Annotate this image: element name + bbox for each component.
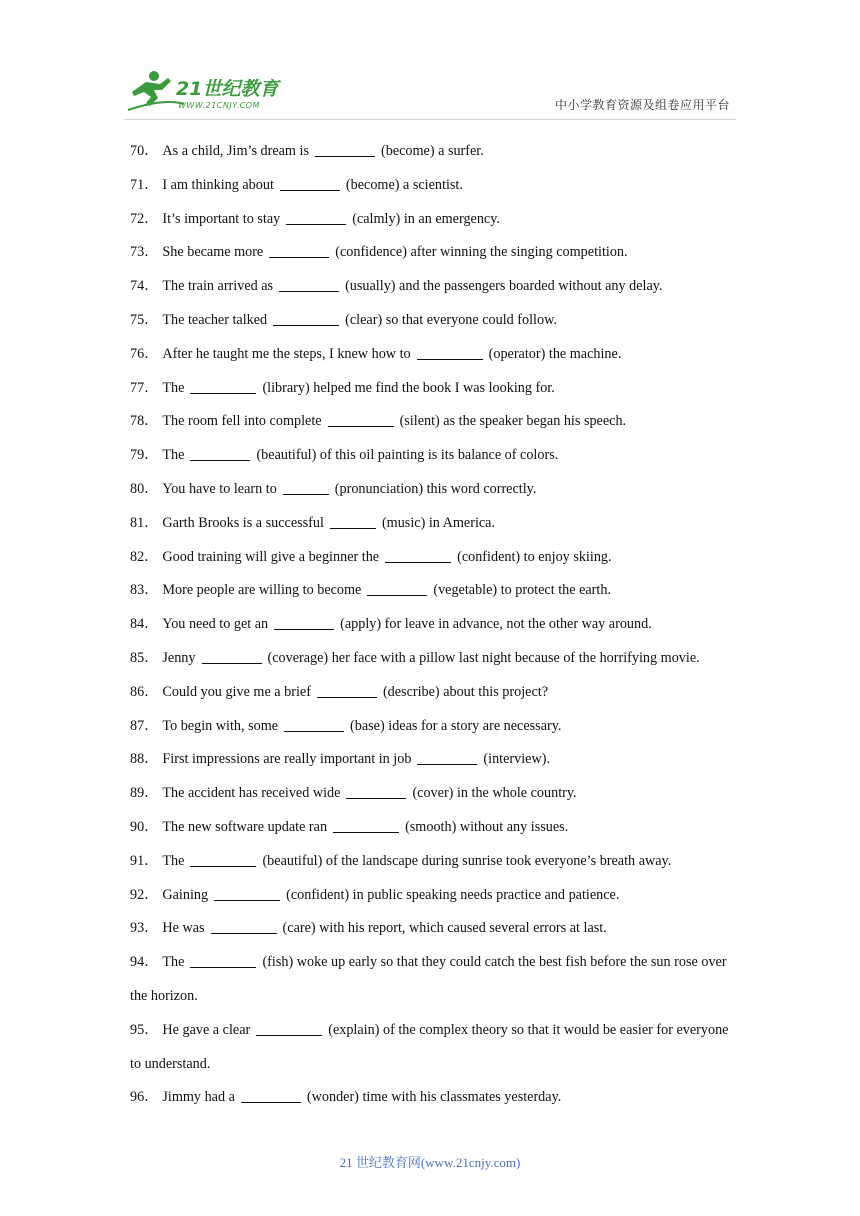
question-item [130,710,740,744]
question-item [130,338,740,372]
question-number: 72． [130,210,159,227]
question-item [130,405,740,439]
question-text-after: (vegetable) to protect the earth. [433,582,611,599]
question-text-before: To begin with, some [162,717,279,734]
question-item [130,743,740,777]
question-number: 70． [130,143,159,159]
question-text-after: (become) a scientist. [345,176,463,193]
answer-blank[interactable] [328,412,394,427]
question-item [130,236,740,270]
question-number: 96． [130,1089,159,1106]
question-number: 90． [130,818,159,835]
answer-blank[interactable] [284,717,344,732]
answer-blank[interactable] [279,277,339,292]
question-item [130,473,740,507]
question-text-after: (apply) for leave in advance, not the other way around. [340,616,652,633]
question-text-before: Garth Brooks is a successful [162,514,324,531]
question-text-before: You need to get an [162,616,269,633]
question-item [130,946,740,1014]
question-text-after: (beautiful) of the landscape during sunrise took everyone’s breath away. [262,852,672,869]
answer-blank[interactable] [417,750,477,765]
question-text-before: I am thinking about [162,176,274,193]
answer-blank[interactable] [273,311,339,326]
question-number: 85． [130,649,159,666]
question-item [130,541,740,575]
question-text-after: (beautiful) of this oil painting is its balance of colors. [256,447,559,464]
question-item [130,1014,740,1082]
question-number: 91． [130,852,159,869]
question-number: 77． [130,379,159,396]
question-number: 86． [130,683,159,700]
answer-blank[interactable] [333,818,399,833]
answer-blank[interactable] [346,784,406,799]
question-text-before: The teacher talked [162,311,268,328]
question-text-after: (library) helped me find the book I was looking for. [262,379,555,396]
question-number: 88． [130,751,159,768]
answer-blank[interactable] [274,615,334,630]
question-number: 79． [130,447,159,464]
answer-blank[interactable] [269,243,329,258]
answer-blank[interactable] [190,953,256,968]
question-text-after: (clear) so that everyone could follow. [345,311,557,328]
question-list [130,135,740,1115]
question-number: 92． [130,886,159,903]
question-text-after: (explain) of the complex theory so that it would be easier for everyone to understand. [130,1021,729,1072]
question-item [130,507,740,541]
question-item [130,203,740,237]
question-text-before: More people are willing to become [162,582,362,599]
question-item [130,270,740,304]
page-footer: 21 世纪教育网(www.21cnjy.com) [339,1155,521,1170]
question-text-after: (coverage) her face with a pillow last night because of the horrifying movie. [267,649,700,666]
question-text-before: The accident has received wide [162,785,341,802]
question-number: 78． [130,413,159,430]
question-text-before: He was [162,920,205,937]
question-number: 74． [130,278,159,295]
answer-blank[interactable] [190,852,256,867]
question-text-after: (usually) and the passengers boarded without any delay. [345,278,663,295]
question-number: 95． [130,1021,159,1038]
question-text-before: The train arrived as [162,278,274,295]
answer-blank[interactable] [211,919,277,934]
logo-url: WWW.21CNJY.COM [178,101,260,110]
question-text-before: Could you give me a brief [162,683,311,700]
question-text-before: The [162,954,185,971]
question-number: 81． [130,514,159,531]
question-text-before: The new software update ran [162,818,328,835]
answer-blank[interactable] [214,886,280,901]
question-text-after: (confidence) after winning the singing competition. [335,244,628,261]
question-text-after: (describe) about this project? [382,683,548,700]
question-text-after: (wonder) time with his classmates yesterday. [306,1089,562,1106]
question-number: 83． [130,582,159,599]
answer-blank[interactable] [317,683,377,698]
question-number: 93． [130,920,159,937]
question-item [130,439,740,473]
question-text-before: He gave a clear [162,1021,251,1038]
question-text-before: The [162,852,185,869]
question-item [130,811,740,845]
question-text-after: (calmly) in an emergency. [352,210,500,227]
question-text-after: (music) in America. [381,514,496,531]
question-item [130,777,740,811]
answer-blank[interactable] [315,142,375,157]
answer-blank[interactable] [190,446,250,461]
question-text-before: Jenny [162,649,196,666]
question-item [130,879,740,913]
question-text-before: Jimmy had a [162,1089,235,1106]
question-number: 89． [130,785,159,802]
answer-blank[interactable] [330,514,376,529]
answer-blank[interactable] [385,548,451,563]
question-text-before: It’s important to stay [162,210,281,227]
question-number: 80． [130,480,159,497]
question-number: 71． [130,176,159,193]
question-text-before: The room fell into complete [162,413,322,430]
question-text-after: (confident) to enjoy skiing. [457,548,612,565]
question-number: 94． [130,954,159,971]
question-number: 75． [130,311,159,328]
answer-blank[interactable] [280,176,340,191]
question-text-after: (base) ideas for a story are necessary. [350,717,562,734]
question-item [130,642,740,676]
answer-blank[interactable] [417,345,483,360]
question-text-after: (smooth) without any issues. [405,818,569,835]
page-header [0,0,860,128]
question-text-after: (interview). [483,751,550,768]
question-text-before: Gaining [162,886,209,903]
question-number: 84． [130,616,159,633]
question-text-after: (cover) in the whole country. [412,785,577,802]
question-text-after: (become) a surfer. [380,143,484,159]
question-item [130,372,740,406]
answer-blank[interactable] [367,581,427,596]
question-item [130,608,740,642]
question-text-before: She became more [162,244,264,261]
question-item [130,574,740,608]
answer-blank[interactable] [286,210,346,225]
question-text-before: You have to learn to [162,480,277,497]
question-text-before: After he taught me the steps, I knew how to [162,345,411,362]
question-item [130,676,740,710]
header-divider [124,119,736,120]
question-number: 76． [130,345,159,362]
question-text-after: (care) with his report, which caused several errors at last. [282,920,607,937]
question-text-after: (operator) the machine. [488,345,622,362]
question-text-before: Good training will give a beginner the [162,548,380,565]
question-item [130,169,740,203]
question-item [130,1081,740,1115]
answer-blank[interactable] [283,480,329,495]
question-number: 82． [130,548,159,565]
question-number: 87． [130,717,159,734]
question-item [130,845,740,879]
answer-blank[interactable] [256,1021,322,1036]
question-item [130,135,740,169]
question-text-before: As a child, Jim’s dream is [162,143,309,159]
question-item [130,304,740,338]
question-text-before: The [162,379,185,396]
site-logo [124,68,294,116]
platform-name: 中小学教育资源及组卷应用平台 [554,98,730,112]
answer-blank[interactable] [241,1088,301,1103]
answer-blank[interactable] [190,379,256,394]
question-number: 73． [130,244,159,261]
logo-title: 21世纪教育 [176,78,279,100]
question-text-before: First impressions are really important in job [162,751,412,768]
answer-blank[interactable] [202,649,262,664]
question-text-after: (silent) as the speaker began his speech. [399,413,627,430]
question-text-before: The [162,447,185,464]
question-text-after: (confident) in public speaking needs practice and patience. [286,886,620,903]
runner-logo-icon [124,68,294,116]
question-item [130,912,740,946]
question-text-after: (fish) woke up early so that they could catch the best fish before the sun rose over the horizon. [130,954,727,1004]
question-text-after: (pronunciation) this word correctly. [334,480,537,497]
